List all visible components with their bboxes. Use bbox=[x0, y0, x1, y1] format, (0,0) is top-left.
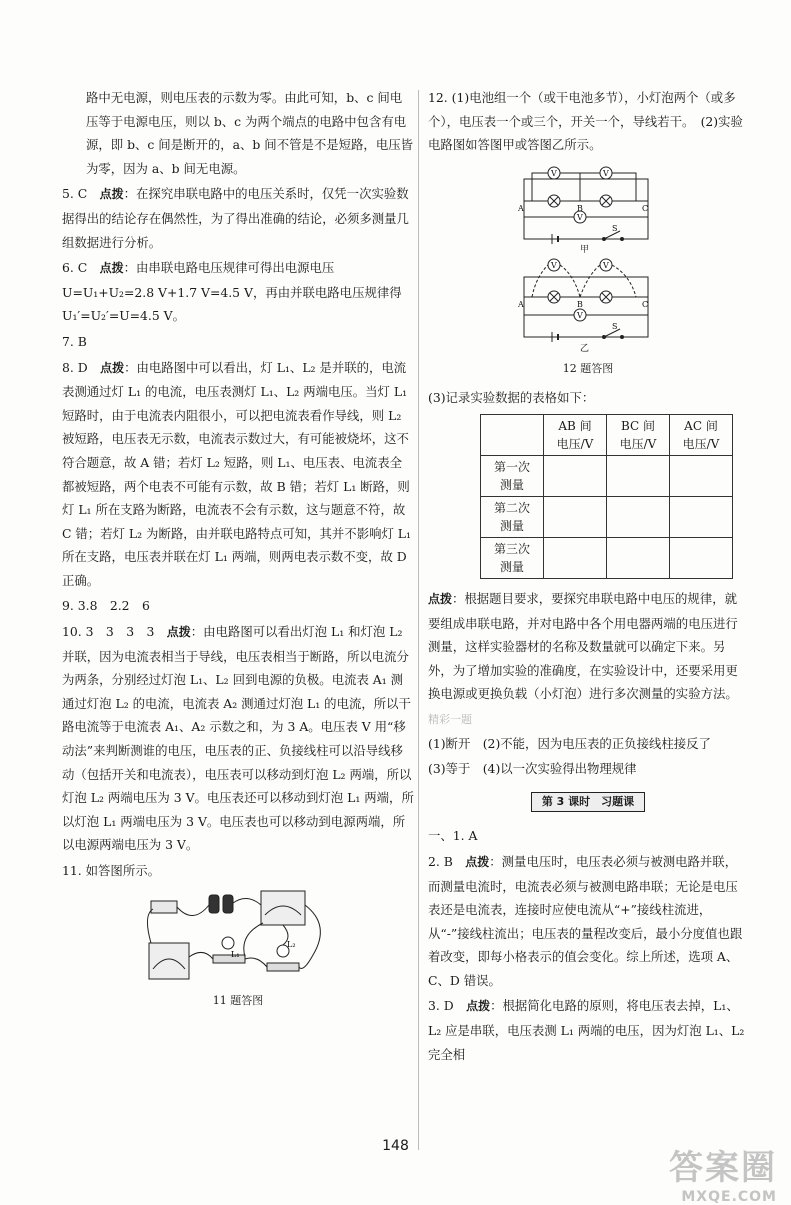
record-table bbox=[480, 414, 733, 579]
q5-number: 5. C bbox=[62, 186, 88, 202]
lesson-title: 第 3 课时 习题课 bbox=[531, 792, 645, 812]
q6-number: 6. C bbox=[62, 260, 88, 276]
table-header-cell: AB 间 电压/V bbox=[544, 414, 607, 455]
q5-tip-label: 点拨 bbox=[99, 187, 124, 202]
fig-jia-v1: V bbox=[551, 168, 557, 178]
table-header-row bbox=[481, 414, 733, 455]
table-row bbox=[481, 496, 733, 537]
s3-tip-label: 点拨 bbox=[466, 999, 491, 1014]
s3-text: ：根据简化电路的原则，将电压表去掉，L₁、L₂ 应是串联，电压表测 L₁ 两端的电压，因为灯泡 L₁、L₂ 完全相 bbox=[428, 998, 745, 1062]
fig11-circuit-drawing bbox=[143, 885, 333, 985]
q4-continuation: 路中无电源，则电压表的示数为零。由此可知，b、c 间电压等于电源电压，则以 b、c 为两个端点的电路中包含有电源，即 b、c 间是断开的，a、b 间不管是不是短路，电压皆为零，因为 a、b 间无电源。 bbox=[86, 90, 413, 176]
fig-yi-s: S bbox=[612, 321, 618, 331]
fig-yi-v1: V bbox=[551, 260, 557, 270]
right-column bbox=[428, 86, 748, 1068]
fig12-caption: 12 题答图 bbox=[562, 361, 614, 375]
table-cell bbox=[544, 455, 607, 496]
fig11-l1-label: L₁ bbox=[231, 949, 240, 959]
fig-yi-v3: V bbox=[577, 310, 583, 320]
table-row-label: 第三次 测量 bbox=[481, 537, 544, 578]
table-cell bbox=[607, 537, 670, 578]
answer-q12: 12. (1)电池组一个（或干电池多节），小灯泡两个（或多个），电压表一个或三个，开关一个，导线若干。 (2)实验电路图如答图甲或答图乙所示。 bbox=[428, 90, 743, 153]
left-column bbox=[62, 86, 414, 1018]
q10-text: ：由电路图可以看出灯泡 L₁ 和灯泡 L₂ 并联，因为电流表相当于导线，电压表相当于断路，所以电流分为两条，分别经过灯泡 L₁、L₂ 回到电源的负极。电流表 A₁ 测通过灯泡 L₂ 的电流，电流表 A₂ 测通过灯泡 L₁ 的电流，所以干路电流等于电流表 A₁、A₂ 示数之和，为 3 A。电压表 V 用“移动法”来判断测谁的电压，电压表的正、负接线柱可以沿导线移动（包括开关和电流表），电压表可以移动到灯泡 L₂ 两端，所以灯泡 L₂ 两端电压为 3 V。电压表还可以移动到灯泡 L₁ 两端，所以灯泡 L₁ 两端电压为 3 V。电压表也可以移动到电源两端，所以电源两端电压为 3 V。 bbox=[62, 624, 414, 853]
q6-text: ：由串联电路电压规律可得出电源电压 U=U₁+U₂=2.8 V+1.7 V=4.5 V，再由并联电路电压规律得 U₁′=U₂′=U=4.5 V。 bbox=[62, 260, 402, 324]
fig-jia-v2: V bbox=[603, 168, 609, 178]
q12-tip-text: ：根据题目要求，要探究串联电路中电压的规律，就要组成串联电路，并对电路中各个用电器两端的电压进行测量，这样实验器材的名称及数量就可以确定下来。另外，为了增加实验的准确度，在实验设计中，还要采用更换电源或更换负载（小灯泡）进行多次测量的实验方法。 bbox=[428, 590, 738, 702]
table-cell bbox=[544, 537, 607, 578]
fig-jia-c: C bbox=[642, 203, 649, 213]
answer-q5 bbox=[62, 182, 414, 254]
table-cell bbox=[670, 537, 733, 578]
fig11-l2-label: L₂ bbox=[287, 939, 296, 949]
answer-q8 bbox=[62, 356, 414, 593]
fig12-diagram-yi bbox=[518, 253, 658, 353]
watermark-logo bbox=[669, 1140, 777, 1205]
q8-text: ：由电路图中可以看出，灯 L₁、L₂ 是并联的，电流表测通过灯 L₁ 的电流，电压表测灯 L₁、L₂ 两端电压。当灯 L₁ 短路时，由于电流表内阻很小，可以把电流表看作导线，则 L₂ 被短路，电压表无示数，电流表示数过大，有可能被烧坏，这不符合题意，故 A 错；若灯 L₂ 短路，则 L₁、电压表、电流表全都被短路，两个电表不可能有示数，故 B 错；若灯 L₁ 断路，则灯 L₁ 所在支路为断路，电流表不会有示数，这与题意不符，故 C 错；若灯 L₂ 为断路，由并联电路特点可知，其并不影响灯 L₁ 所在支路，电压表并联在灯 L₁ 两端，则两电表示数不变，故 D 正确。 bbox=[62, 359, 412, 588]
watermark-url: MXQE.COM bbox=[681, 1189, 777, 1205]
battery-icon-2 bbox=[223, 895, 233, 913]
bulb-l1-icon bbox=[222, 937, 234, 949]
q10-number: 10. 3 3 3 3 bbox=[62, 624, 155, 640]
table-cell bbox=[544, 496, 607, 537]
fig-jia-v3: V bbox=[577, 212, 583, 222]
voltmeter-icon bbox=[149, 943, 189, 979]
table-cell bbox=[607, 455, 670, 496]
fig-yi-v2: V bbox=[603, 260, 609, 270]
q8-tip-label: 点拨 bbox=[100, 360, 125, 375]
switch-icon bbox=[151, 901, 177, 913]
answer-s2 bbox=[428, 850, 748, 993]
watermark-text: 答案圈 bbox=[669, 1148, 777, 1188]
table-cell bbox=[670, 455, 733, 496]
q10-tip-label: 点拨 bbox=[166, 625, 191, 640]
table-cell bbox=[607, 496, 670, 537]
q8-number: 8. D bbox=[62, 359, 88, 375]
fig-jia-b: B bbox=[577, 203, 583, 213]
lesson-title-box bbox=[428, 789, 748, 813]
q5-text: ：在探究串联电路中的电压关系时，仅凭一次实验数据得出的结论存在偶然性，为了得出准确的结论，必须多测量几组数据进行分析。 bbox=[62, 186, 409, 250]
answer-q11: 11. 如答图所示。 bbox=[62, 863, 160, 878]
fig-yi-a: A bbox=[518, 299, 524, 309]
answer-q7: 7. B bbox=[62, 333, 87, 349]
answer-q12-part3: (3)记录实验数据的表格如下： bbox=[428, 390, 595, 406]
s2-text: ：测量电压时，电压表必须与被测电路并联，而测量电流时，电流表必须与被测电路串联；无论是电压表还是电流表，连接时应使电流从“+”接线柱流进，从“-”接线柱流出；电压表的量程改变后，最小分度值也跟着改变，即每小格表示的值会变化。综上所述，选项 A、C、D 错误。 bbox=[428, 853, 743, 988]
battery-icon bbox=[209, 895, 219, 913]
section-answers-1: (1)断开 (2)不能，因为电压表的正负接线柱接反了 bbox=[428, 735, 711, 751]
q12-tip-label: 点拨 bbox=[428, 591, 453, 606]
q12-tip bbox=[428, 587, 748, 706]
fig-jia-label: 甲 bbox=[580, 244, 590, 253]
table-row-label: 第二次 测量 bbox=[481, 496, 544, 537]
table-header-cell: AC 间 电压/V bbox=[670, 414, 733, 455]
section-label: 精彩一题 bbox=[428, 712, 472, 726]
fig11-caption: 11 题答图 bbox=[212, 993, 264, 1007]
section-answers-2: (3)等于 (4)以一次实验得出物理规律 bbox=[428, 761, 637, 777]
s2-tip-label: 点拨 bbox=[465, 854, 490, 869]
table-header-cell bbox=[481, 414, 544, 455]
answer-s1: 一、1. A bbox=[428, 828, 478, 844]
fig-yi-label: 乙 bbox=[580, 343, 590, 353]
table-row bbox=[481, 455, 733, 496]
answer-q9: 9. 3.8 2.2 6 bbox=[62, 598, 150, 614]
ammeter-icon bbox=[261, 891, 305, 925]
column-divider bbox=[418, 90, 419, 1150]
fig-jia-a: A bbox=[518, 203, 524, 213]
table-row-label: 第一次 测量 bbox=[481, 455, 544, 496]
s2-number: 2. B bbox=[428, 853, 453, 869]
table-cell bbox=[670, 496, 733, 537]
answer-s3 bbox=[428, 994, 748, 1066]
fig-jia-s: S bbox=[612, 223, 618, 233]
fig12-diagram-jia bbox=[518, 159, 658, 253]
page-number: 148 bbox=[382, 1138, 409, 1154]
answer-q10 bbox=[62, 620, 414, 857]
fig-yi-b: B bbox=[577, 299, 583, 309]
table-row bbox=[481, 537, 733, 578]
answer-q6 bbox=[62, 256, 414, 328]
q6-tip-label: 点拨 bbox=[99, 261, 124, 276]
fig-yi-c: C bbox=[642, 299, 649, 309]
table-header-cell: BC 间 电压/V bbox=[607, 414, 670, 455]
s3-number: 3. D bbox=[428, 998, 454, 1014]
